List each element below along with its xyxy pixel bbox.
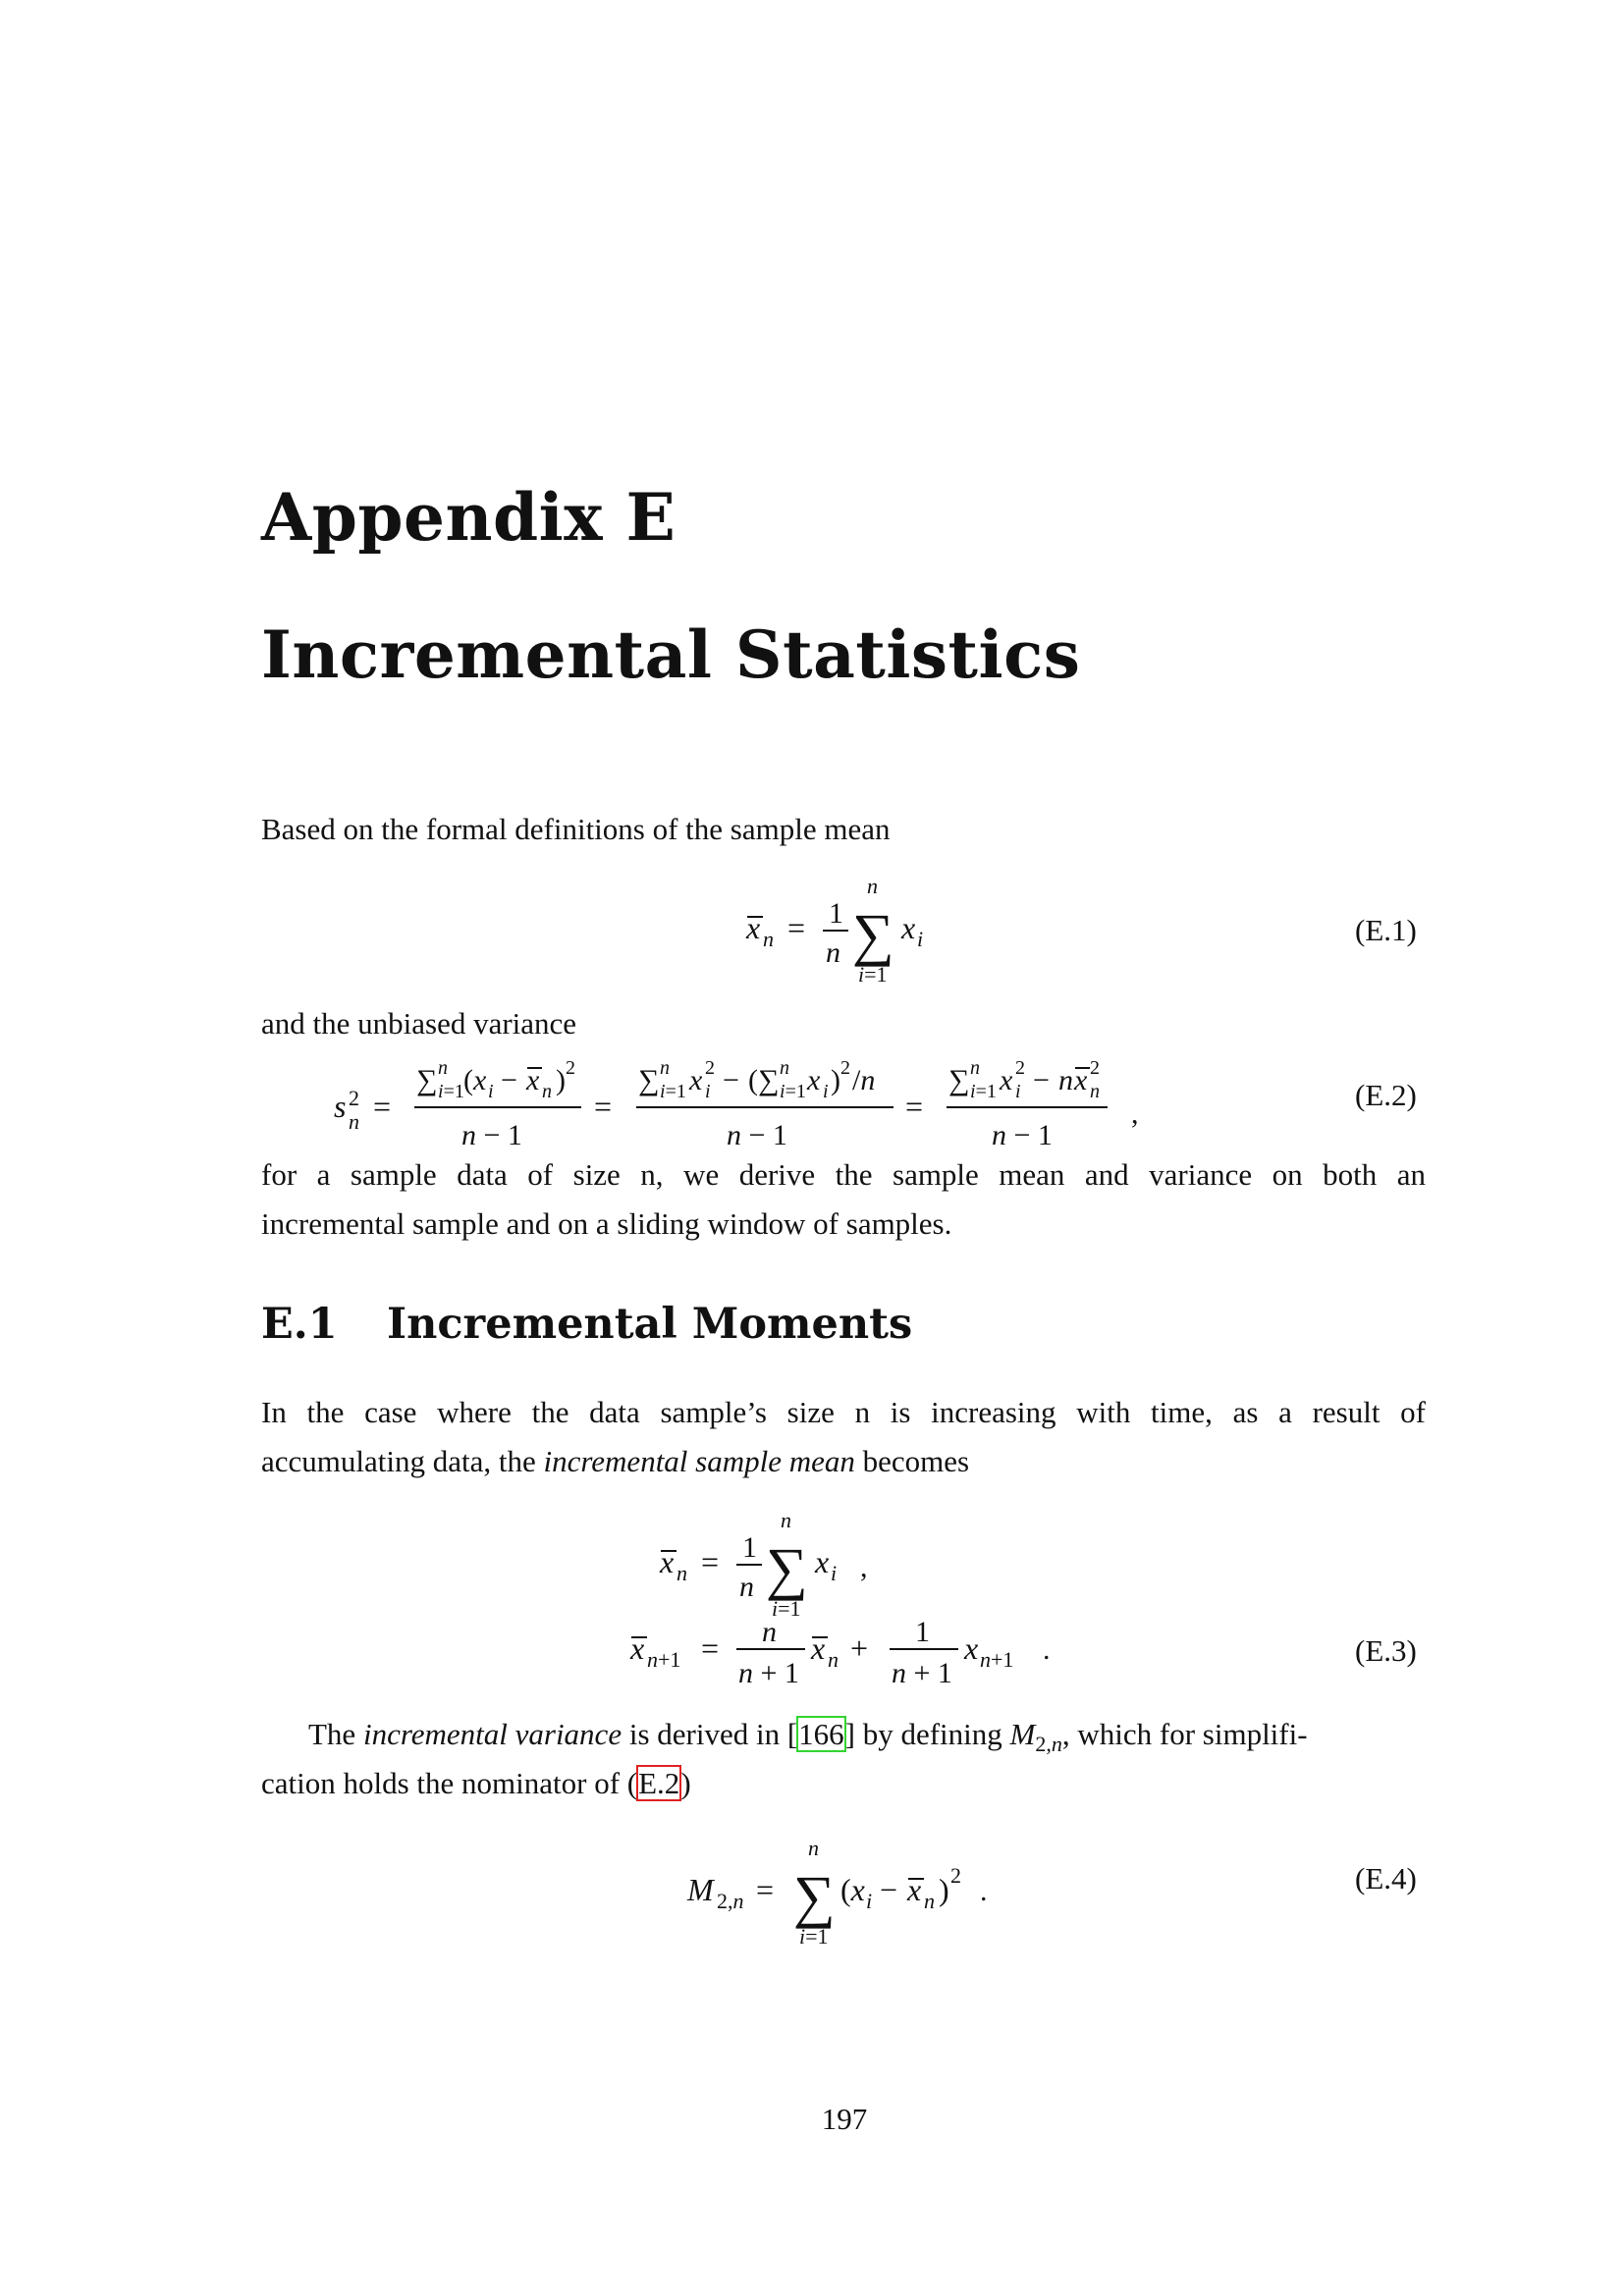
svg-text:i: i bbox=[823, 1081, 829, 1102]
svg-text:): ) bbox=[831, 1064, 840, 1096]
svg-text:,: , bbox=[1131, 1097, 1139, 1130]
text-run: becomes bbox=[854, 1444, 970, 1478]
svg-text:=: = bbox=[594, 1089, 613, 1124]
svg-text:(x: (x bbox=[840, 1872, 865, 1907]
svg-text:2: 2 bbox=[840, 1057, 850, 1079]
equation-e2 bbox=[314, 1050, 1306, 1158]
section-title: Incremental Moments bbox=[387, 1300, 913, 1349]
svg-text:n: n bbox=[349, 1109, 359, 1134]
svg-text:n: n bbox=[970, 1057, 980, 1079]
paragraph-incremental-variance-line2 bbox=[261, 1759, 691, 1808]
svg-text:x: x bbox=[807, 1064, 821, 1096]
svg-text:(∑: (∑ bbox=[748, 1064, 780, 1096]
svg-text:n + 1: n + 1 bbox=[738, 1657, 799, 1689]
svg-text:i: i bbox=[866, 1889, 873, 1913]
svg-text:=: = bbox=[701, 1630, 720, 1666]
svg-text:−: − bbox=[723, 1064, 739, 1096]
svg-text:+: + bbox=[850, 1630, 869, 1666]
text-run: cation holds the nominator of ( bbox=[261, 1766, 638, 1800]
svg-text:2: 2 bbox=[950, 1863, 961, 1888]
equation-number-e4: (E.4) bbox=[1355, 1861, 1417, 1896]
svg-text:i: i bbox=[705, 1081, 711, 1102]
svg-text:x: x bbox=[811, 1630, 826, 1666]
paragraph-variance-intro: and the unbiased variance bbox=[261, 1006, 577, 1041]
svg-text:s: s bbox=[334, 1089, 347, 1124]
section-number: E.1 bbox=[261, 1300, 338, 1349]
svg-text:∑: ∑ bbox=[793, 1864, 836, 1929]
citation-link[interactable]: 166 bbox=[798, 1717, 844, 1751]
svg-text:=: = bbox=[373, 1089, 392, 1124]
svg-text:n: n bbox=[808, 1836, 819, 1860]
equation-e3 bbox=[619, 1502, 1090, 1698]
svg-text:∑: ∑ bbox=[766, 1536, 808, 1601]
equation-e4 bbox=[677, 1828, 1031, 1955]
equation-e1 bbox=[727, 864, 962, 991]
text-run: accumulating data, the bbox=[261, 1444, 544, 1478]
symbol-m2n: $M_{2,n}$ bbox=[1009, 1717, 1062, 1757]
svg-text:x: x bbox=[689, 1064, 703, 1096]
svg-text:): ) bbox=[556, 1064, 566, 1096]
equation-number-e2: (E.2) bbox=[1355, 1078, 1417, 1112]
svg-text:2: 2 bbox=[1090, 1057, 1100, 1079]
svg-text:1: 1 bbox=[915, 1616, 930, 1648]
svg-text:=: = bbox=[756, 1872, 775, 1907]
paragraph-sample-size-line2: incremental sample and on a sliding window of samples. bbox=[261, 1206, 952, 1241]
page-number: 197 bbox=[821, 2102, 868, 2136]
svg-text:i=1: i=1 bbox=[858, 962, 888, 987]
svg-text:n: n bbox=[763, 927, 774, 951]
svg-text:∑: ∑ bbox=[852, 902, 894, 967]
paragraph-incremental-line2 bbox=[261, 1437, 969, 1486]
svg-text:i=1: i=1 bbox=[772, 1596, 801, 1621]
svg-text:=: = bbox=[701, 1544, 720, 1579]
svg-text:−: − bbox=[501, 1064, 517, 1096]
svg-text:n+1: n+1 bbox=[980, 1647, 1014, 1672]
svg-text:i=1: i=1 bbox=[780, 1081, 806, 1102]
svg-text:x: x bbox=[630, 1630, 645, 1666]
svg-text:i: i bbox=[488, 1081, 494, 1102]
svg-text:x: x bbox=[907, 1872, 922, 1907]
text-run: ) bbox=[680, 1766, 691, 1800]
svg-text:i: i bbox=[831, 1561, 838, 1585]
svg-text:n: n bbox=[780, 1057, 789, 1079]
paragraph-sample-size-line1: for a sample data of size n, we derive the sample mean and variance on both an bbox=[261, 1157, 1426, 1192]
svg-text:n: n bbox=[924, 1889, 935, 1913]
svg-text:n+1: n+1 bbox=[647, 1647, 681, 1672]
equation-number-e3: (E.3) bbox=[1355, 1633, 1417, 1668]
svg-text:n − 1: n − 1 bbox=[727, 1119, 787, 1151]
svg-text:n − 1: n − 1 bbox=[461, 1119, 522, 1151]
text-run: The bbox=[308, 1717, 363, 1751]
svg-text:∑: ∑ bbox=[416, 1064, 438, 1096]
svg-text:i=1: i=1 bbox=[438, 1081, 464, 1102]
svg-text:i=1: i=1 bbox=[799, 1924, 829, 1949]
svg-text:2: 2 bbox=[705, 1057, 715, 1079]
svg-text:/n: /n bbox=[852, 1064, 876, 1096]
equation-number-e1: (E.1) bbox=[1355, 913, 1417, 947]
svg-text:x: x bbox=[901, 910, 916, 945]
svg-text:−: − bbox=[880, 1872, 898, 1907]
paragraph-intro: Based on the formal definitions of the sample mean bbox=[261, 812, 891, 846]
svg-text:i: i bbox=[917, 927, 924, 951]
svg-text:n: n bbox=[762, 1616, 777, 1648]
svg-text:2: 2 bbox=[1015, 1057, 1025, 1079]
equation-reference-link[interactable]: E.2 bbox=[638, 1766, 680, 1800]
svg-text:n: n bbox=[828, 1647, 839, 1672]
svg-text:∑: ∑ bbox=[948, 1064, 970, 1096]
svg-text:=: = bbox=[787, 910, 806, 945]
svg-text:n: n bbox=[660, 1057, 670, 1079]
svg-text:1: 1 bbox=[742, 1531, 757, 1564]
emphasis-incremental-sample-mean: incremental sample mean bbox=[543, 1444, 855, 1478]
svg-text:=: = bbox=[905, 1089, 924, 1124]
svg-text:−: − bbox=[1033, 1064, 1050, 1096]
svg-text:x: x bbox=[815, 1544, 830, 1579]
text-run: ] by defining bbox=[844, 1717, 1010, 1751]
svg-text:i=1: i=1 bbox=[660, 1081, 686, 1102]
svg-text:2: 2 bbox=[566, 1057, 575, 1079]
svg-text:n − 1: n − 1 bbox=[992, 1119, 1053, 1151]
svg-text:n: n bbox=[826, 936, 840, 969]
svg-text:n: n bbox=[542, 1081, 552, 1102]
paragraph-incremental-line1: In the case where the data sample’s size n is increasing with time, as a result of bbox=[261, 1395, 1426, 1429]
svg-text:n: n bbox=[739, 1571, 754, 1603]
svg-text:x: x bbox=[1000, 1064, 1013, 1096]
svg-text:x: x bbox=[660, 1544, 675, 1579]
svg-text:n: n bbox=[438, 1057, 448, 1079]
emphasis-incremental-variance: incremental variance bbox=[362, 1717, 623, 1751]
svg-text:n: n bbox=[781, 1508, 791, 1532]
svg-text:n: n bbox=[677, 1561, 687, 1585]
svg-text:i=1: i=1 bbox=[970, 1081, 997, 1102]
svg-text:n: n bbox=[1090, 1081, 1100, 1102]
svg-text:n: n bbox=[867, 874, 878, 898]
chapter-title: Incremental Statistics bbox=[261, 616, 1081, 693]
svg-text:x: x bbox=[746, 910, 761, 945]
svg-text:∑: ∑ bbox=[638, 1064, 660, 1096]
svg-text:(x: (x bbox=[463, 1064, 487, 1096]
svg-text:x: x bbox=[526, 1064, 540, 1096]
svg-text:2: 2 bbox=[349, 1086, 359, 1110]
svg-text:1: 1 bbox=[829, 897, 843, 930]
text-run: is derived in [ bbox=[622, 1717, 798, 1751]
chapter-label: Appendix E bbox=[261, 479, 677, 556]
svg-text:n: n bbox=[1058, 1064, 1073, 1096]
svg-text:.: . bbox=[980, 1875, 988, 1907]
svg-text:n + 1: n + 1 bbox=[892, 1657, 952, 1689]
text-run: , which for simplifi- bbox=[1061, 1717, 1308, 1751]
svg-text:i: i bbox=[1015, 1081, 1021, 1102]
svg-text:): ) bbox=[939, 1872, 949, 1907]
svg-text:,: , bbox=[860, 1551, 868, 1583]
svg-text:.: . bbox=[1043, 1633, 1051, 1666]
svg-text:2,n: 2,n bbox=[717, 1889, 744, 1913]
svg-text:M: M bbox=[687, 1872, 714, 1907]
svg-text:x: x bbox=[1074, 1064, 1088, 1096]
svg-text:x: x bbox=[964, 1630, 979, 1666]
